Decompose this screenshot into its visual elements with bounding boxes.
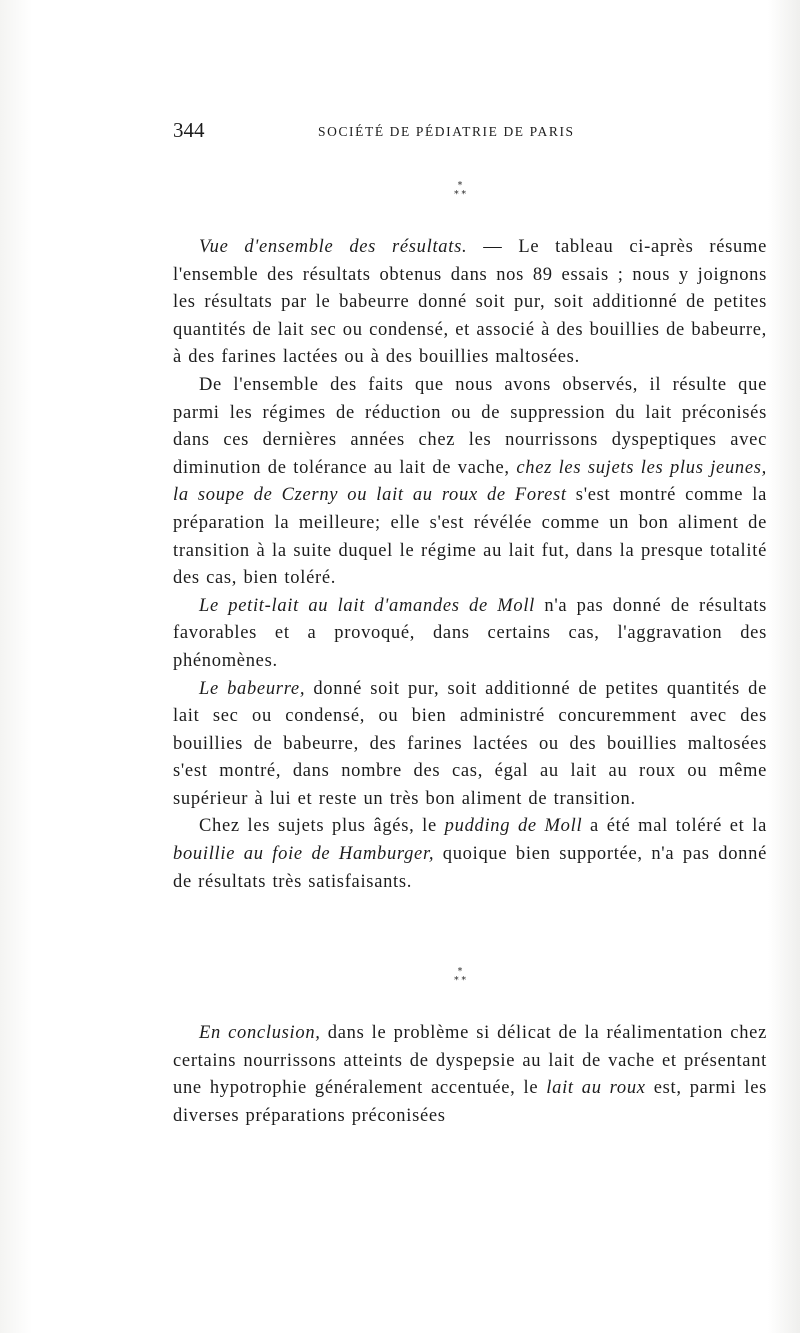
main-text xyxy=(173,234,767,896)
paragraph-emphasis: chez les sujets les plus jeunes, la soupe de Czerny ou lait au roux de Forest xyxy=(173,457,767,506)
paragraph-body: donné soit pur, soit additionné de petites quantités de lait sec ou condensé, ou bien administré concuremment avec des bouillies de babeurre, des farines lactées ou des bouillies maltosées s'est montré, dans nombre des cas, égal au lait au roux ou même supérieur à lui et reste un très bon aliment de transition. xyxy=(173,678,767,809)
paragraph-petit-lait xyxy=(173,593,767,676)
running-head: SOCIÉTÉ DE PÉDIATRIE DE PARIS xyxy=(318,124,575,139)
paragraph-emphasis: pudding de Moll xyxy=(444,816,583,837)
paragraph-overview xyxy=(173,234,767,372)
section-separator-stars xyxy=(440,968,480,992)
asterism-star-top: * xyxy=(457,181,463,191)
paragraph-lead: Le petit-lait au lait d'amandes de Moll xyxy=(199,595,536,616)
paragraph-body: est, parmi les diverses préparations préconisées xyxy=(173,1078,768,1126)
page-header xyxy=(173,118,765,146)
paragraph-body: quoique bien supportée, n'a pas donné de résultats très satisfaisants. xyxy=(173,844,767,892)
paragraph-emphasis: lait au roux xyxy=(546,1078,646,1099)
paragraph-body: — Le tableau ci-après résume l'ensemble des résultats obtenus dans nos 89 essais ; nous y joignons les résultats par le babeurre donné soit pur, soit additionné de petites quantités de lait sec ou condensé, et associé à des bouillies de babeurre, à des farines lactées ou à des bouillies maltosées. xyxy=(173,237,767,368)
paragraph-lead: En conclusion, xyxy=(199,1023,321,1043)
paragraph-conclusion xyxy=(173,1020,767,1130)
paragraph-body: n'a pas donné de résultats favorables et a provoqué, dans certains cas, l'aggravation des phénomènes. xyxy=(173,595,767,671)
paragraph-babeurre xyxy=(173,676,767,814)
paragraph-emphasis: bouillie au foie de Hamburger, xyxy=(173,844,435,865)
paragraph-body: dans le problème si délicat de la réalimentation chez certains nourrissons atteints de dyspepsie au lait de vache et présentant une hypotrophie généralement accentuée, le xyxy=(173,1023,767,1099)
asterism-star-top: * xyxy=(457,967,463,977)
conclusion-text xyxy=(173,1020,767,1130)
paragraph-body: Chez les sujets plus âgés, le xyxy=(199,816,445,837)
paragraph-body: De l'ensemble des faits que nous avons observés, il résulte que parmi les régimes de réduction ou de suppression du lait préconisés dans ces dernières années chez les nourrissons dyspeptiques avec diminution de tolérance au lait de vache, xyxy=(173,374,767,478)
asterism-stars-bottom: * * xyxy=(454,190,466,200)
paragraph-body: a été mal toléré et la xyxy=(582,816,768,837)
page-number: 344 xyxy=(173,118,205,142)
paragraph-findings xyxy=(173,372,767,593)
paragraph-lead: Vue d'ensemble des résultats. xyxy=(199,237,468,257)
section-separator-stars xyxy=(440,182,480,206)
paragraph-lead: Le babeurre, xyxy=(199,678,306,699)
asterism-stars-bottom: * * xyxy=(454,976,466,986)
paragraph-body: s'est montré comme la préparation la meilleure; elle s'est révélée comme un bon aliment de transition à la suite duquel le régime au lait fut, dans la presque totalité des cas, bien toléré. xyxy=(173,485,767,589)
paragraph-older-subjects xyxy=(173,813,767,896)
